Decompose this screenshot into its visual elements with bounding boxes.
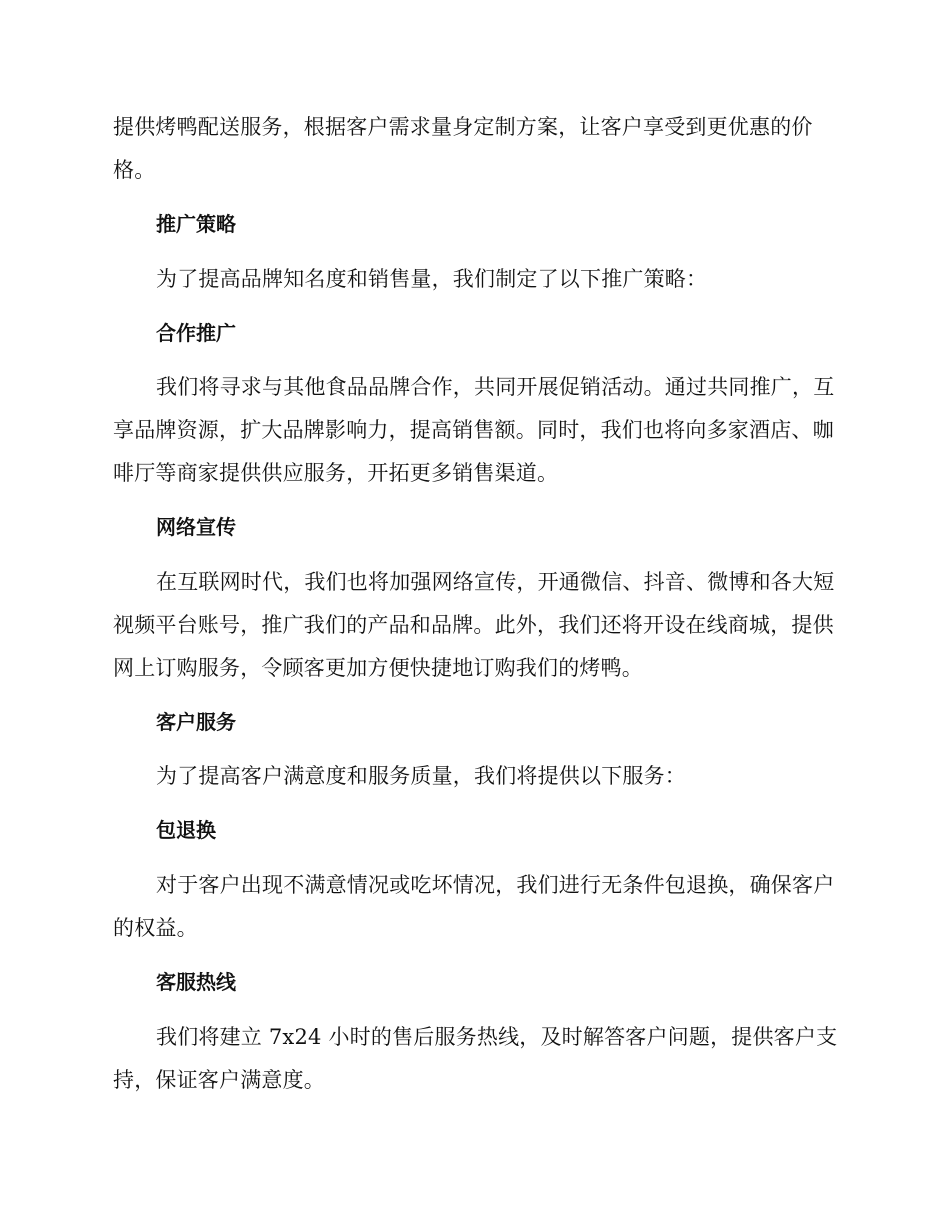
- promotion-intro-paragraph: 为了提高品牌知名度和销售量，我们制定了以下推广策略：: [156, 267, 708, 291]
- intro-paragraph: 提供烤鸭配送服务，根据客户需求量身定制方案，让客户享受到更优惠的价格。: [113, 115, 813, 182]
- heading-return-exchange: 包退换: [156, 818, 216, 842]
- cooperation-paragraph: 我们将寻求与其他食品品牌合作，共同开展促销活动。通过共同推广，互享品牌资源，扩大品牌影响力，提高销售额。同时，我们也将向多家酒店、咖啡厅等商家提供供应服务，开拓更多销售渠道。: [113, 375, 835, 485]
- service-hotline-paragraph: 我们将建立 7x24 小时的售后服务热线，及时解答客户问题，提供客户支持，保证客户满意度。: [113, 1025, 838, 1092]
- heading-customer-service: 客户服务: [156, 710, 236, 734]
- return-exchange-paragraph: 对于客户出现不满意情况或吃坏情况，我们进行无条件包退换，确保客户的权益。: [113, 873, 835, 940]
- heading-online-promotion: 网络宣传: [156, 515, 236, 539]
- heading-service-hotline: 客服热线: [156, 970, 236, 994]
- heading-promotion-strategy: 推广策略: [156, 212, 236, 236]
- heading-cooperation-promotion: 合作推广: [156, 321, 236, 345]
- online-promotion-paragraph: 在互联网时代，我们也将加强网络宣传，开通微信、抖音、微博和各大短视频平台账号，推广我们的产品和品牌。此外，我们还将开设在线商城，提供网上订购服务，令顾客更加方便快捷地订购我们的烤鸭。: [113, 570, 835, 680]
- service-intro-paragraph: 为了提高客户满意度和服务质量，我们将提供以下服务：: [156, 764, 686, 788]
